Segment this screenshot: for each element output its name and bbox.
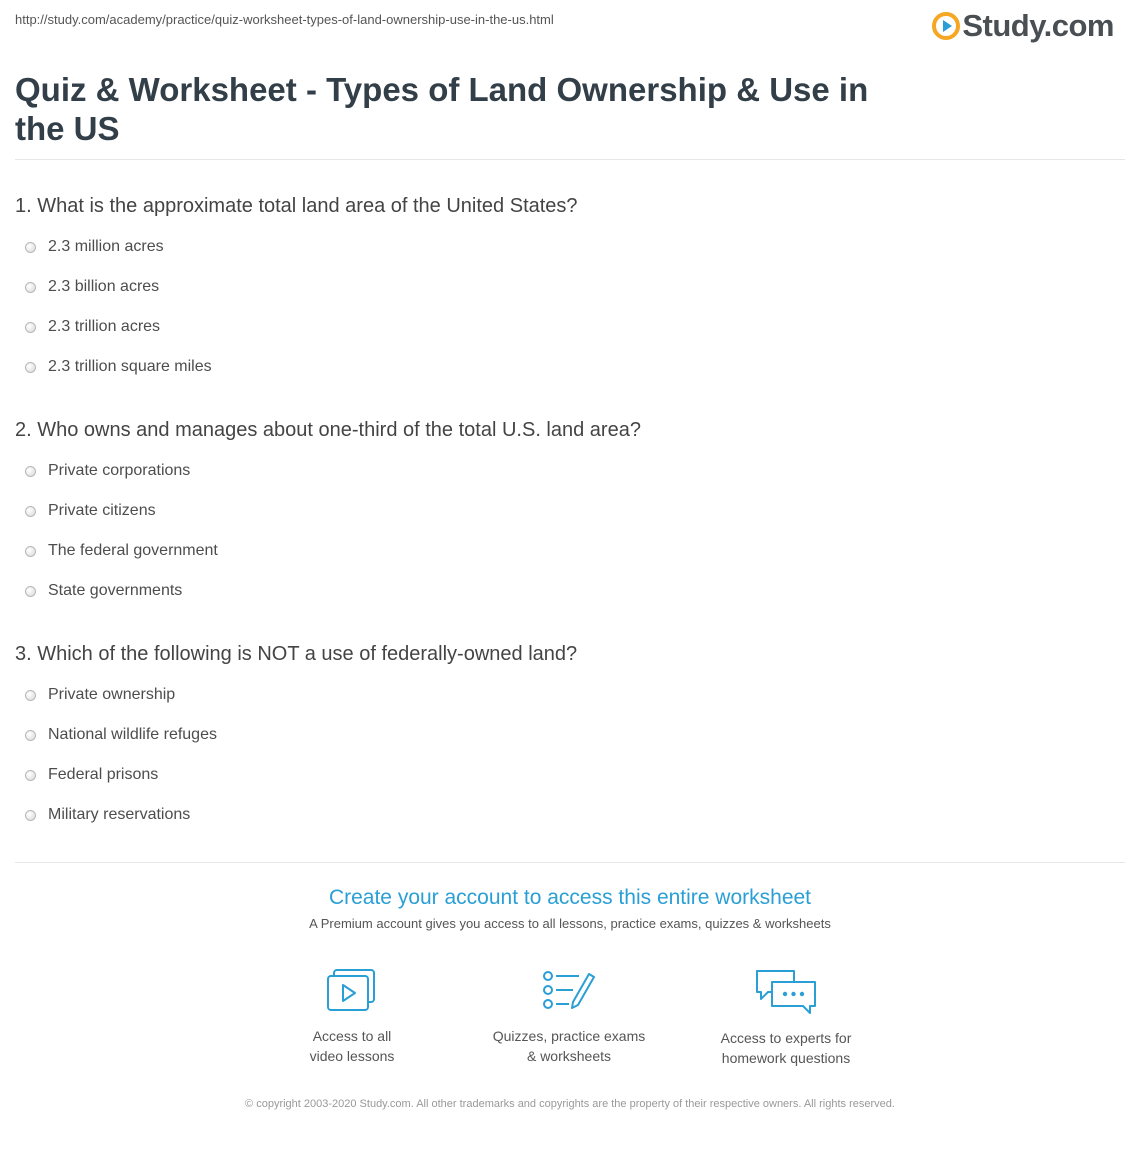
- radio-button-icon[interactable]: [25, 546, 36, 557]
- page-url: http://study.com/academy/practice/quiz-worksheet-types-of-land-ownership-use-in-the-us.html: [15, 12, 554, 27]
- answer-label: 2.3 million acres: [48, 238, 164, 255]
- answer-option[interactable]: [25, 460, 190, 482]
- feature-label-line: Access to all: [312, 1028, 392, 1044]
- feature-experts: [686, 968, 886, 1068]
- answer-option[interactable]: [25, 356, 212, 378]
- question-text: 2. Who owns and manages about one-third of the total U.S. land area?: [15, 419, 641, 441]
- video-lessons-icon: [326, 968, 378, 1014]
- answer-label: 2.3 trillion square miles: [48, 358, 212, 375]
- title-divider: [15, 159, 1125, 160]
- feature-label-line: Access to experts for: [720, 1030, 852, 1046]
- content-divider: [15, 862, 1125, 863]
- answer-label: 2.3 trillion acres: [48, 318, 161, 335]
- answer-label: National wildlife refuges: [48, 726, 217, 743]
- feature-label-line: & worksheets: [526, 1048, 612, 1064]
- answer-option[interactable]: [25, 276, 159, 298]
- radio-button-icon[interactable]: [25, 282, 36, 293]
- answer-label: Military reservations: [48, 806, 191, 823]
- play-logo-icon: [932, 12, 960, 40]
- answer-label: Private citizens: [48, 502, 156, 519]
- answer-option[interactable]: [25, 580, 182, 602]
- question-text: 1. What is the approximate total land area of the United States?: [15, 195, 578, 217]
- answer-option[interactable]: [25, 724, 217, 746]
- radio-button-icon[interactable]: [25, 466, 36, 477]
- answer-option[interactable]: [25, 684, 175, 706]
- cta-subtitle: A Premium account gives you access to all lessons, practice exams, quizzes & worksheets: [309, 916, 831, 931]
- feature-label: [469, 1026, 669, 1066]
- logo-text: Study.com: [962, 8, 1114, 43]
- question-2: [15, 417, 1115, 599]
- answer-label: Federal prisons: [48, 766, 159, 783]
- answer-label: The federal government: [48, 542, 218, 559]
- feature-video-lessons: [252, 968, 452, 1066]
- feature-quizzes: [469, 968, 669, 1066]
- answer-label: Private corporations: [48, 462, 191, 479]
- page-title: Quiz & Worksheet - Types of Land Ownership & Use in the US: [15, 71, 869, 147]
- feature-label-line: homework questions: [721, 1050, 851, 1066]
- feature-label: [686, 1028, 886, 1068]
- quiz-checklist-icon: [541, 968, 597, 1014]
- feature-label-line: Quizzes, practice exams: [492, 1028, 646, 1044]
- answer-option[interactable]: [25, 236, 164, 258]
- feature-label-line: video lessons: [309, 1048, 395, 1064]
- answer-option[interactable]: [25, 764, 158, 786]
- create-account-link[interactable]: Create your account to access this entire worksheet: [328, 886, 812, 909]
- question-text: 3. Which of the following is NOT a use of federally-owned land?: [15, 643, 578, 665]
- answer-option[interactable]: [25, 500, 156, 522]
- radio-button-icon[interactable]: [25, 362, 36, 373]
- radio-button-icon[interactable]: [25, 810, 36, 821]
- radio-button-icon[interactable]: [25, 690, 36, 701]
- radio-button-icon[interactable]: [25, 506, 36, 517]
- question-1: [15, 193, 1115, 375]
- radio-button-icon[interactable]: [25, 586, 36, 597]
- answer-label: Private ownership: [48, 686, 176, 703]
- answer-option[interactable]: [25, 804, 190, 826]
- answer-label: State governments: [48, 582, 183, 599]
- answer-label: 2.3 billion acres: [48, 278, 160, 295]
- copyright-text: © copyright 2003-2020 Study.com. All other trademarks and copyrights are the property of their respective owners. All rights reserved.: [245, 1098, 895, 1110]
- expert-chat-icon: [754, 968, 818, 1016]
- radio-button-icon[interactable]: [25, 322, 36, 333]
- radio-button-icon[interactable]: [25, 770, 36, 781]
- answer-option[interactable]: [25, 540, 218, 562]
- answer-option[interactable]: [25, 316, 160, 338]
- radio-button-icon[interactable]: [25, 242, 36, 253]
- question-3: [15, 641, 1115, 823]
- feature-label: [252, 1026, 452, 1066]
- study-logo[interactable]: [932, 8, 1114, 44]
- radio-button-icon[interactable]: [25, 730, 36, 741]
